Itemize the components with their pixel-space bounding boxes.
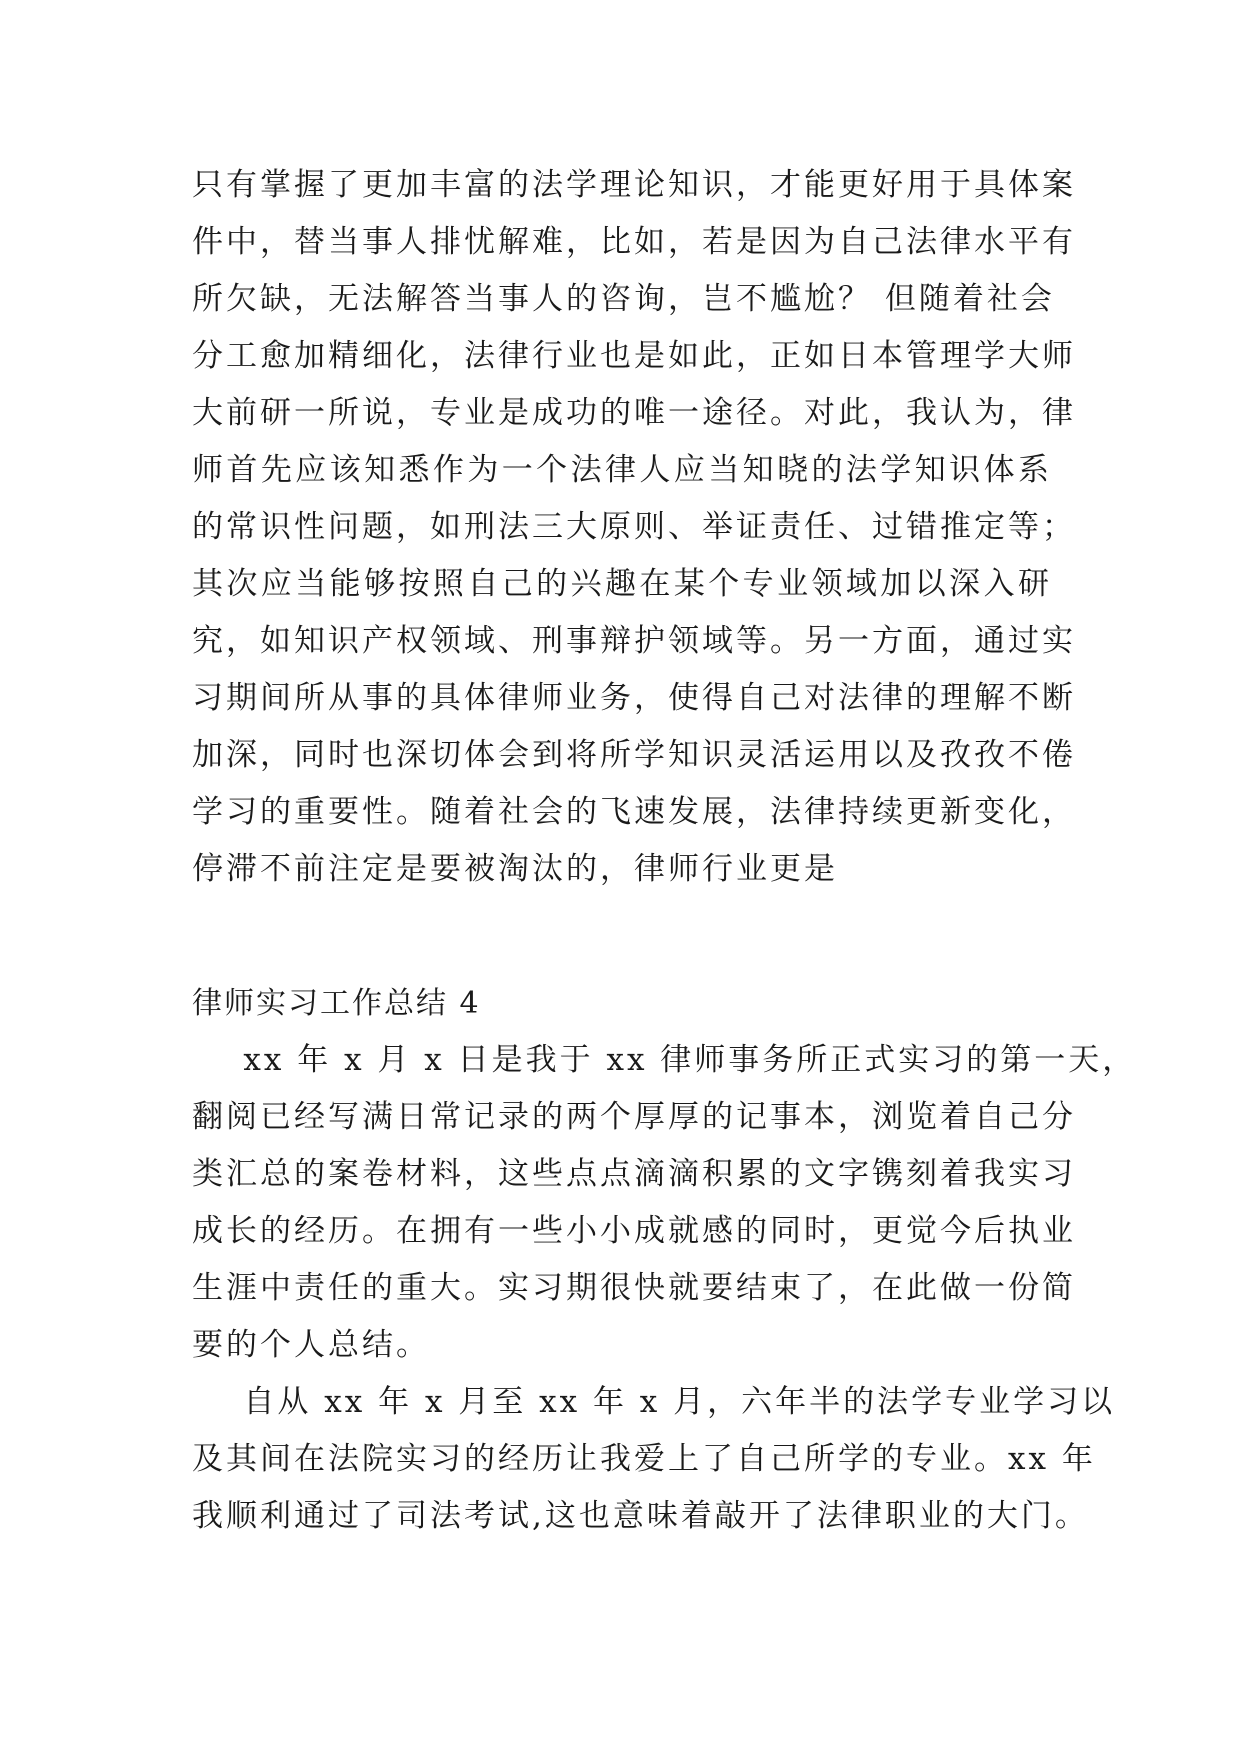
text-line: 只有掌握了更加丰富的法学理论知识，才能更好用于具体案 xyxy=(192,167,1076,203)
text-line: 加深，同时也深切体会到将所学知识灵活运用以及孜孜不倦 xyxy=(192,737,1076,773)
text-line: 生涯中责任的重大。实习期很快就要结束了，在此做一份简 xyxy=(192,1270,1076,1306)
body-paragraph-continuation xyxy=(192,157,1076,898)
text-line: 及其间在法院实习的经历让我爱上了自己所学的专业。xx 年 xyxy=(192,1441,1096,1477)
text-line: 的常识性问题，如刑法三大原则、举证责任、过错推定等； xyxy=(192,509,1076,545)
text-line: 自从 xx 年 x 月至 xx 年 x 月，六年半的法学专业学习以 xyxy=(192,1384,1116,1420)
text-line: 学习的重要性。随着社会的飞速发展，法律持续更新变化， xyxy=(192,794,1076,830)
text-line: xx 年 x 月 x 日是我于 xx 律师事务所正式实习的第一天， xyxy=(192,1042,1137,1078)
text-line: 其次应当能够按照自己的兴趣在某个专业领域加以深入研 xyxy=(192,566,1052,602)
text-line: 究，如知识产权领域、刑事辩护领域等。另一方面，通过实 xyxy=(192,623,1076,659)
text-line: 师首先应该知悉作为一个法律人应当知晓的法学知识体系 xyxy=(192,452,1052,488)
text-line: 所欠缺，无法解答当事人的咨询，岂不尴尬？ 但随着社会 xyxy=(192,281,1055,317)
text-line: 大前研一所说，专业是成功的唯一途径。对此，我认为，律 xyxy=(192,395,1076,431)
body-section-4 xyxy=(192,1032,1137,1545)
text-line: 类汇总的案卷材料，这些点点滴滴积累的文字镌刻着我实习 xyxy=(192,1156,1076,1192)
section-heading-text: 律师实习工作总结 4 xyxy=(192,986,481,1021)
text-line: 件中，替当事人排忧解难，比如，若是因为自己法律水平有 xyxy=(192,224,1076,260)
text-line: 停滞不前注定是要被淘汰的，律师行业更是 xyxy=(192,851,838,887)
section-heading xyxy=(192,975,1052,1032)
text-line: 要的个人总结。 xyxy=(192,1327,430,1363)
text-line: 习期间所从事的具体律师业务，使得自己对法律的理解不断 xyxy=(192,680,1076,716)
text-line: 翻阅已经写满日常记录的两个厚厚的记事本，浏览着自己分 xyxy=(192,1099,1076,1135)
text-line: 成长的经历。在拥有一些小小成就感的同时，更觉今后执业 xyxy=(192,1213,1076,1249)
text-line: 分工愈加精细化，法律行业也是如此，正如日本管理学大师 xyxy=(192,338,1076,374)
text-line: 我顺利通过了司法考试,这也意味着敲开了法律职业的大门。 xyxy=(192,1498,1089,1534)
